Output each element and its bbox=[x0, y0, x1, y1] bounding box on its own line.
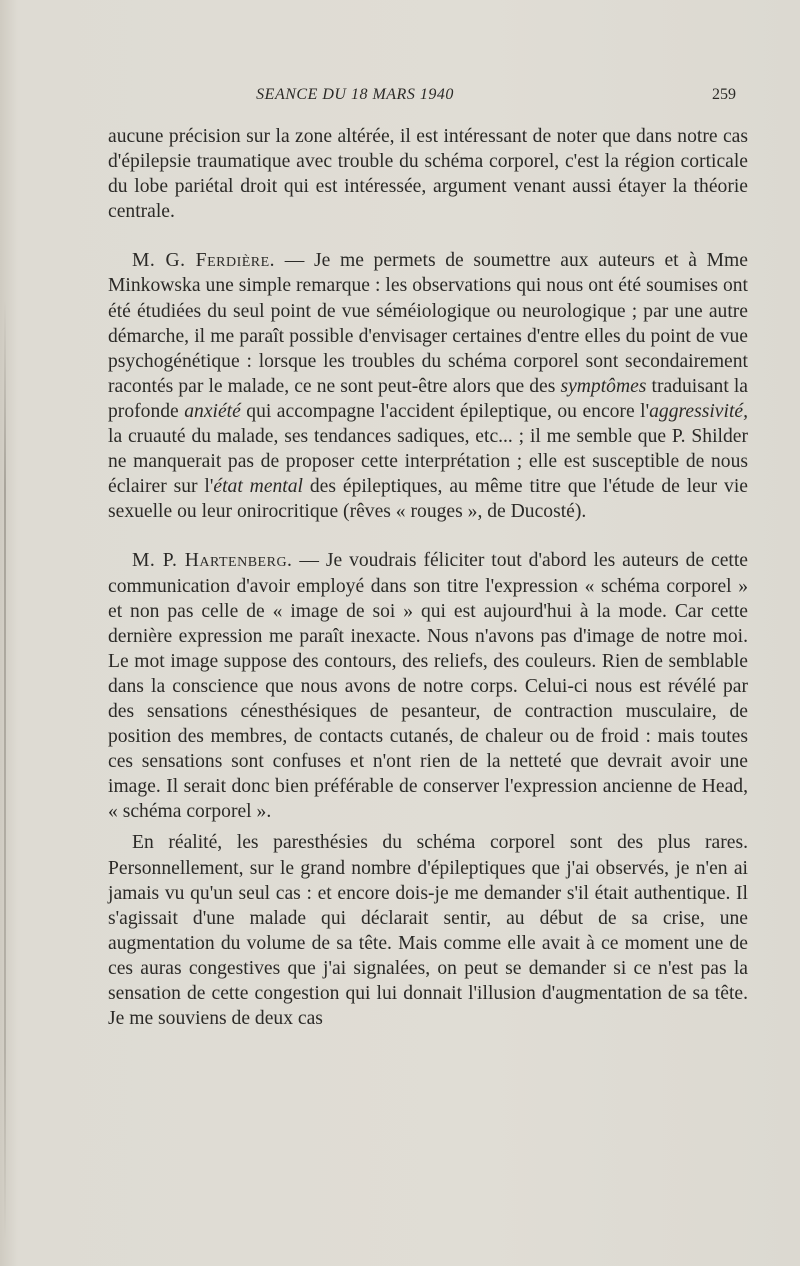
binding-shadow bbox=[4, 300, 6, 1240]
paragraph-text: — Je voudrais féliciter tout d'abord les auteurs de cette communication d'avoir employé dans son titre l'expression « schéma corporel » et non pas celle de « image de soi » qui est aujourd'hui à la mode. Car cette dernière expression me paraît inexacte. Nous n'avons pas d'image de notre moi. Le mot image suppose des contours, des reliefs, des couleurs. Rien de semblable dans la conscience que nous avons de notre corps. Celui-ci nous est révélé par des sensations cénesthésiques de pesanteur, de contraction musculaire, de position des membres, de contacts cutanés, de chaleur ou de froid : mais toutes ces sensations sont confuses et n'ont rien de la netteté que devrait avoir une image. Il serait donc bien préférable de conserver l'expression ancienne de Head, « schéma corporel ». bbox=[108, 550, 748, 823]
emphasis-text: aggressivité, bbox=[649, 400, 748, 422]
paragraph-1-text: aucune précision sur la zone altérée, il est intéressant de noter que dans notre cas d'épilepsie traumatique avec trouble du schéma corporel, c'est la région corticale du lobe pariétal droit qui est intéressée, argument venant aussi étayer la théorie centrale. bbox=[108, 126, 748, 223]
running-title: SEANCE DU 18 MARS 1940 bbox=[256, 86, 454, 103]
emphasis-text: état mental bbox=[213, 476, 303, 498]
paragraph-text: En réalité, les paresthésies du schéma corporel sont des plus rares. Personnellement, sur le grand nombre d'épileptiques que j'ai observés, je n'en ai jamais vu qu'un seul cas : et encore dois-je me demander s'il était authentique. Il s'agissait d'une malade qui déclarait sentir, au début de sa crise, une augmentation du volume de sa tête. Mais comme elle avait à ce moment une de ces auras congestives que j'ai signalées, on peut se demander si ce n'est pas la sensation de cette congestion qui lui donnait l'illusion d'augmentation de sa tête. Je me souviens de deux cas bbox=[108, 832, 748, 1030]
paragraph-en-realite bbox=[108, 830, 748, 1031]
paragraph-text: — Je me permets de soumettre aux auteurs et à Mme Minkowska une simple remarque : les observations qui nous ont été soumises ont été étudiées du seul point de vue séméiologique ou neurologique ; par une autre démarche, il me paraît possible d'envisager certaines d'entre elles du point de vue psychogénétique : lorsque les troubles du schéma corporel sont secondairement racontés par le malade, ce ne sont peut-être alors que des bbox=[108, 250, 748, 397]
paragraph-text: la cruauté du malade, ses tendances sadiques, etc... ; il me semble que P. Shilder ne manquerait pas de proposer cette interprétation ; elle est susceptible de nous éclairer sur l' bbox=[108, 426, 748, 498]
paragraph-continued bbox=[108, 124, 748, 224]
emphasis-text: symptômes bbox=[560, 375, 647, 397]
paragraph-hartenberg bbox=[108, 548, 748, 824]
running-header bbox=[0, 84, 800, 108]
speaker-name: M. P. Hartenberg. bbox=[132, 550, 293, 572]
paragraph-text: des épileptiques, au même titre que l'étude de leur vie sexuelle ou leur onirocritique (rêves « rouges », de Ducosté). bbox=[108, 476, 748, 523]
paragraph-text: traduisant la profonde bbox=[108, 375, 749, 422]
paragraph-ferdiere bbox=[108, 248, 748, 524]
emphasis-text: anxiété bbox=[184, 400, 241, 422]
speaker-name: M. G. Ferdière. bbox=[132, 250, 276, 272]
body-text bbox=[108, 124, 748, 1031]
paragraph-text: qui accompagne l'accident épileptique, ou encore l' bbox=[240, 400, 650, 422]
page-number: 259 bbox=[712, 86, 736, 103]
